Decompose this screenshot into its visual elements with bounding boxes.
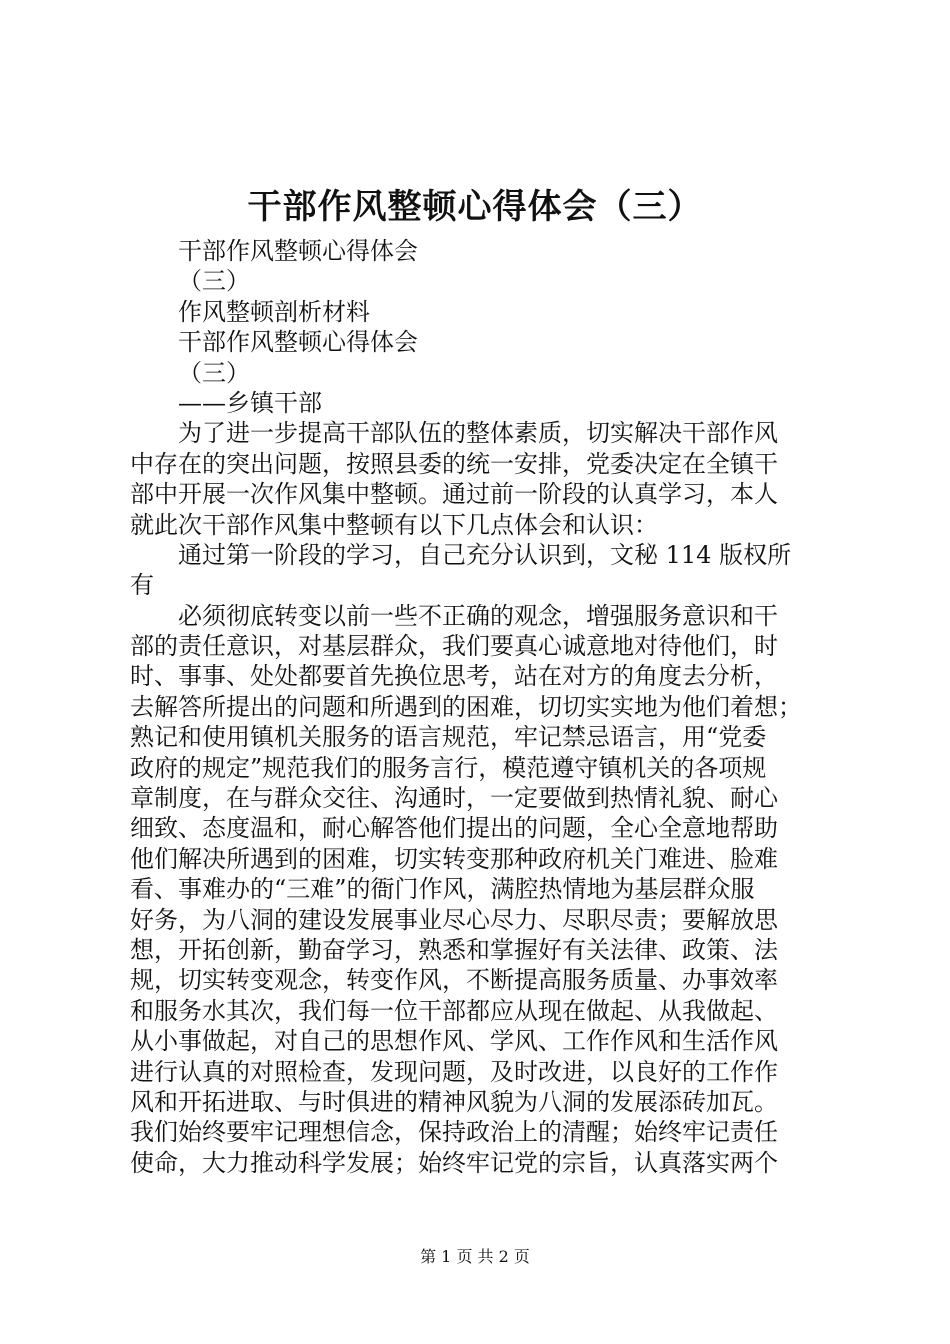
text-line: （三）	[178, 358, 250, 387]
text-line: 干部作风整顿心得体会	[178, 237, 418, 265]
text-line: 熟记和使用镇机关服务的语言规范，牢记禁忌语言，用“党委	[130, 723, 767, 752]
text-line: 部中开展一次作风集中整顿。通过前一阶段的认真学习，本人	[130, 480, 778, 509]
text-line: 他们解决所遇到的困难，切实转变那种政府机关门难进、脸难	[130, 844, 778, 873]
text-line: 风和开拓进取、与时俱进的精神风貌为八洞的发展添砖加瓦。	[130, 1087, 778, 1116]
text-line: 作风整顿剖析材料	[178, 297, 370, 326]
text-line: 就此次干部作风集中整顿有以下几点体会和认识：	[130, 510, 658, 539]
text-line: 为了进一步提高干部队伍的整体素质，切实解决干部作风	[178, 419, 778, 448]
text-line: 使命，大力推动科学发展；始终牢记党的宗旨，认真落实两个	[130, 1148, 778, 1177]
text-line: 从小事做起，对自己的思想作风、学风、工作作风和生活作风	[130, 1027, 778, 1056]
text-line: （三）	[178, 267, 250, 296]
text-line: 干部作风整顿心得体会	[178, 328, 418, 357]
text-line: 好务，为八洞的建设发展事业尽心尽力、尽职尽责；要解放思	[130, 905, 778, 934]
text-line: 看、事难办的“三难”的衙门作风，满腔热情地为基层群众服	[130, 875, 755, 904]
text-line: 必须彻底转变以前一些不正确的观念，增强服务意识和干	[178, 601, 778, 630]
text-line: 通过第一阶段的学习，自己充分认识到，文秘 114 版权所	[178, 540, 792, 569]
text-line: 时、事事、处处都要首先换位思考，站在对方的角度去分析，	[130, 662, 778, 691]
text-line: 我们始终要牢记理想信念，保持政治上的清醒；始终牢记责任	[130, 1118, 778, 1147]
text-line: ——乡镇干部	[178, 388, 322, 417]
text-line: 细致、态度温和，耐心解答他们提出的问题，全心全意地帮助	[130, 814, 778, 843]
text-line: 政府的规定”规范我们的服务言行，模范遵守镇机关的各项规	[130, 753, 767, 782]
text-line: 规，切实转变观念，转变作风，不断提高服务质量、办事效率	[130, 966, 778, 995]
text-line: 和服务水其次，我们每一位干部都应从现在做起、从我做起、	[130, 996, 778, 1025]
text-line: 有	[130, 571, 154, 600]
text-line: 部的责任意识，对基层群众，我们要真心诚意地对待他们，时	[130, 632, 778, 661]
text-line: 中存在的突出问题，按照县委的统一安排，党委决定在全镇干	[130, 449, 778, 478]
page-title: 干部作风整顿心得体会（三）	[247, 187, 703, 227]
document-body	[130, 236, 835, 1178]
text-line: 去解答所提出的问题和所遇到的困难，切切实实地为他们着想；	[130, 692, 802, 721]
text-line: 章制度，在与群众交往、沟通时，一定要做到热情礼貌、耐心	[130, 784, 778, 813]
text-line: 想，开拓创新，勤奋学习，熟悉和掌握好有关法律、政策、法	[130, 935, 778, 964]
page-footer: 第 1 页 共 2 页	[420, 1247, 530, 1266]
text-line: 进行认真的对照检查，发现问题，及时改进，以良好的工作作	[130, 1057, 778, 1086]
